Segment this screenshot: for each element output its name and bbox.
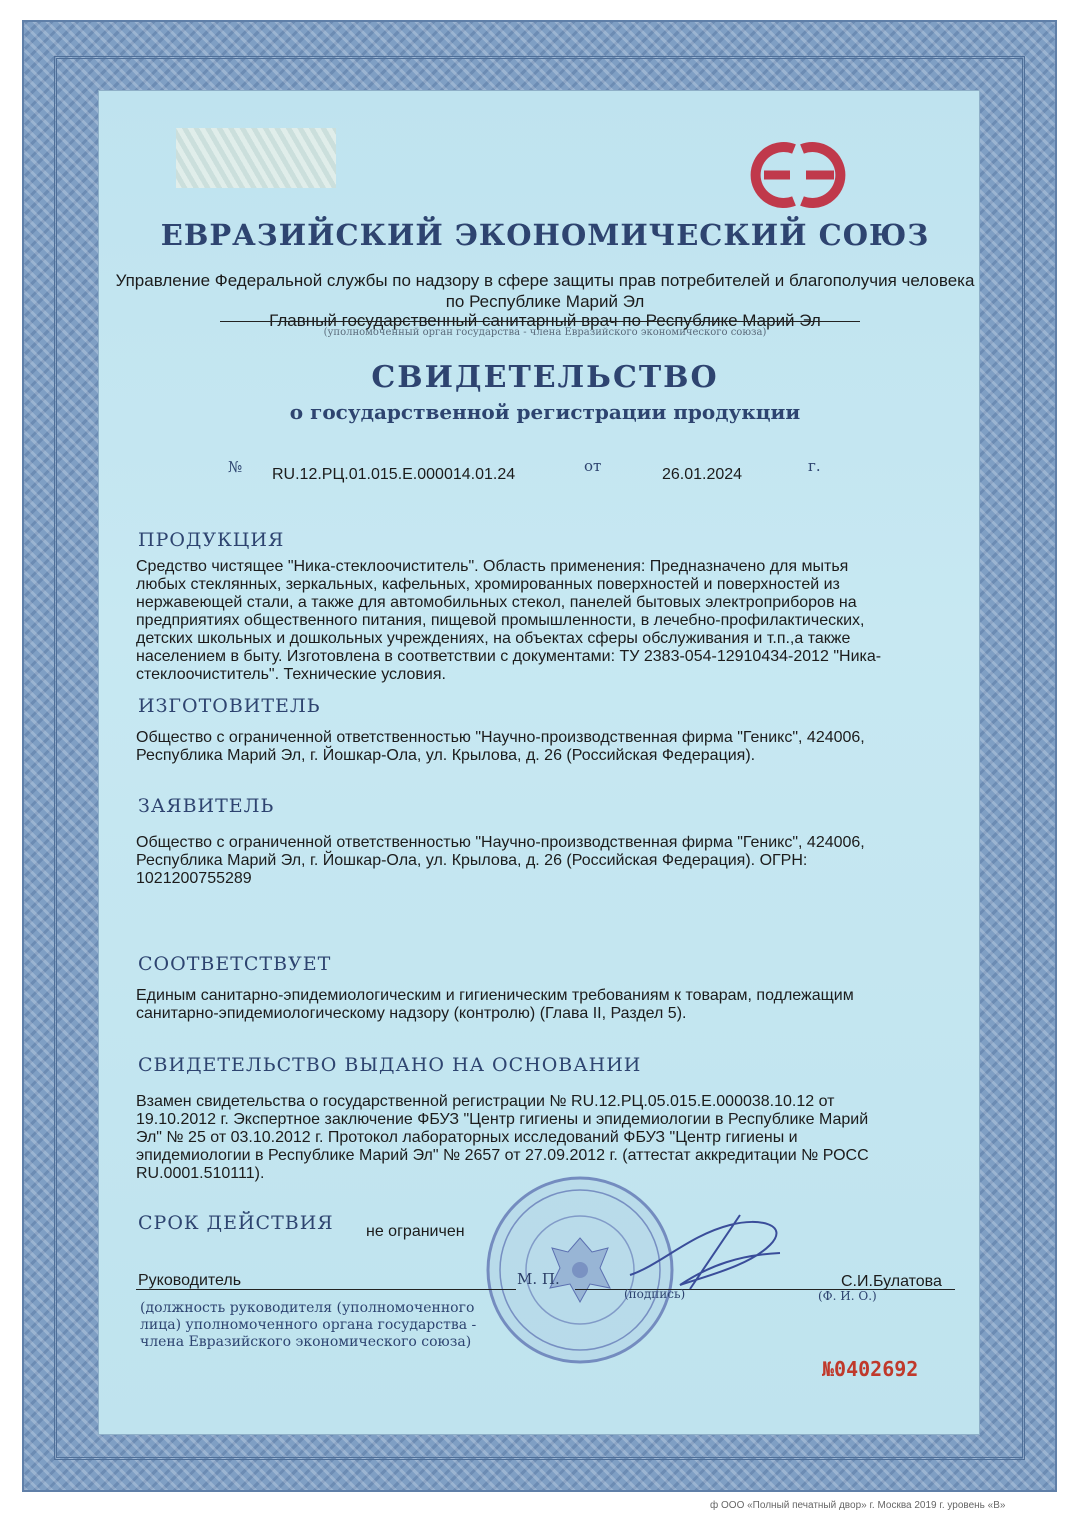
eac-logo-icon	[746, 135, 851, 215]
product-heading: ПРОДУКЦИЯ	[138, 529, 285, 551]
from-label: от	[584, 457, 602, 475]
validity-value: не ограничен	[366, 1223, 465, 1240]
fio-label: (Ф. И. О.)	[818, 1289, 877, 1303]
issuing-authority: Управление Федеральной службы по надзору в сфере защиты прав потребителей и благополучия человека по Республике Марий Эл	[115, 271, 975, 311]
signer-position: Руководитель	[138, 1272, 242, 1289]
conforms-text	[136, 987, 854, 1023]
position-note	[140, 1300, 476, 1351]
signature-label: (подпись)	[624, 1287, 686, 1301]
authority-note: (уполномоченный орган государства - члена Евразийского экономического союза)	[323, 327, 767, 338]
union-title: ЕВРАЗИЙСКИЙ ЭКОНОМИЧЕСКИЙ СОЮЗ	[160, 218, 930, 252]
text-line: 19.10.2012 г. Экспертное заключение ФБУЗ "Центр гигиены и эпидемиологии в Республике Марий	[136, 1111, 869, 1128]
text-line: нержавеющей стали, а также для автомобильных стекол, панелей бытовых электроприборов на	[136, 594, 857, 611]
text-line: лица) уполномоченного органа государства -	[140, 1317, 477, 1333]
applicant-text	[136, 834, 865, 888]
number-label: №	[228, 458, 243, 476]
text-line: члена Евразийского экономического союза)	[140, 1334, 472, 1350]
text-line: Общество с ограниченной ответственностью "Научно-производственная фирма "Геникс", 424006,	[136, 729, 865, 746]
text-line: 1021200755289	[136, 870, 252, 887]
certificate-date: 26.01.2024	[662, 466, 743, 483]
basis-heading: СВИДЕТЕЛЬСТВО ВЫДАНО НА ОСНОВАНИИ	[138, 1054, 642, 1076]
signer-underline	[220, 321, 860, 322]
text-line: Республика Марий Эл, г. Йошкар-Ола, ул. Крылова, д. 26 (Российская Федерация). ОГРН:	[136, 852, 808, 869]
text-line: Общество с ограниченной ответственностью "Научно-производственная фирма "Геникс", 424006,	[136, 834, 865, 851]
certificate-subtitle: о государственной регистрации продукции	[289, 400, 801, 424]
text-line: населением в быту. Изготовлена в соответствии с документами: ТУ 2383-054-12910434-2012 "Ника-	[136, 648, 882, 665]
handwritten-signature-icon	[620, 1205, 810, 1295]
text-line: Республика Марий Эл, г. Йошкар-Ола, ул. Крылова, д. 26 (Российская Федерация).	[136, 747, 756, 764]
text-line: RU.0001.510111).	[136, 1165, 265, 1182]
position-line	[136, 1289, 516, 1290]
text-line: Взамен свидетельства о государственной регистрации № RU.12.РЦ.05.015.Е.000038.10.12 от	[136, 1093, 835, 1110]
product-text	[136, 558, 881, 684]
chief-sanitary-doctor: Главный государственный санитарный врач по Республике Марий Эл	[269, 311, 821, 330]
text-line: Средство чистящее "Ника-стеклоочиститель". Область применения: Предназначено для мытья	[136, 558, 849, 575]
manufacturer-text	[136, 729, 865, 765]
signer-name: С.И.Булатова	[841, 1273, 942, 1290]
applicant-heading: ЗАЯВИТЕЛЬ	[138, 795, 275, 817]
hologram-sticker	[176, 128, 336, 188]
manufacturer-heading: ИЗГОТОВИТЕЛЬ	[138, 695, 321, 717]
text-line: предприятиях общественного питания, пищевой промышленности, в лечебно-профилактических,	[136, 612, 865, 629]
text-line: (должность руководителя (уполномоченного	[140, 1300, 475, 1316]
seal-place-label: М. П.	[517, 1270, 560, 1288]
text-line: детских школьных и дошкольных учреждениях, на объектах сферы обслуживания и т.п.,а также	[136, 630, 851, 647]
printer-imprint: ф ООО «Полный печатный двор» г. Москва 2019 г. уровень «В»	[710, 1500, 1006, 1511]
text-line: Единым санитарно-эпидемиологическим и гигиеническим требованиям к товарам, подлежащим	[136, 987, 854, 1004]
certificate-number: RU.12.РЦ.01.015.Е.000014.01.24	[272, 466, 516, 483]
serial-number: №0402692	[822, 1357, 919, 1381]
conforms-heading: СООТВЕТСТВУЕТ	[138, 953, 332, 975]
year-suffix: г.	[808, 457, 821, 475]
validity-heading: СРОК ДЕЙСТВИЯ	[138, 1212, 334, 1234]
certificate-title: СВИДЕТЕЛЬСТВО	[371, 360, 719, 395]
text-line: санитарно-эпидемиологическому надзору (контролю) (Глава II, Раздел 5).	[136, 1005, 687, 1022]
text-line: стеклоочиститель". Технические условия.	[136, 666, 446, 683]
text-line: эпидемиологии в Республике Марий Эл" № 2657 от 27.09.2012 г. (аттестат аккредитации № РОСС	[136, 1147, 869, 1164]
text-line: любых стеклянных, зеркальных, кафельных, хромированных поверхностей и поверхностей из	[136, 576, 840, 593]
text-line: Эл" № 25 от 03.10.2012 г. Протокол лабораторных исследований ФБУЗ "Центр гигиены и	[136, 1129, 798, 1146]
